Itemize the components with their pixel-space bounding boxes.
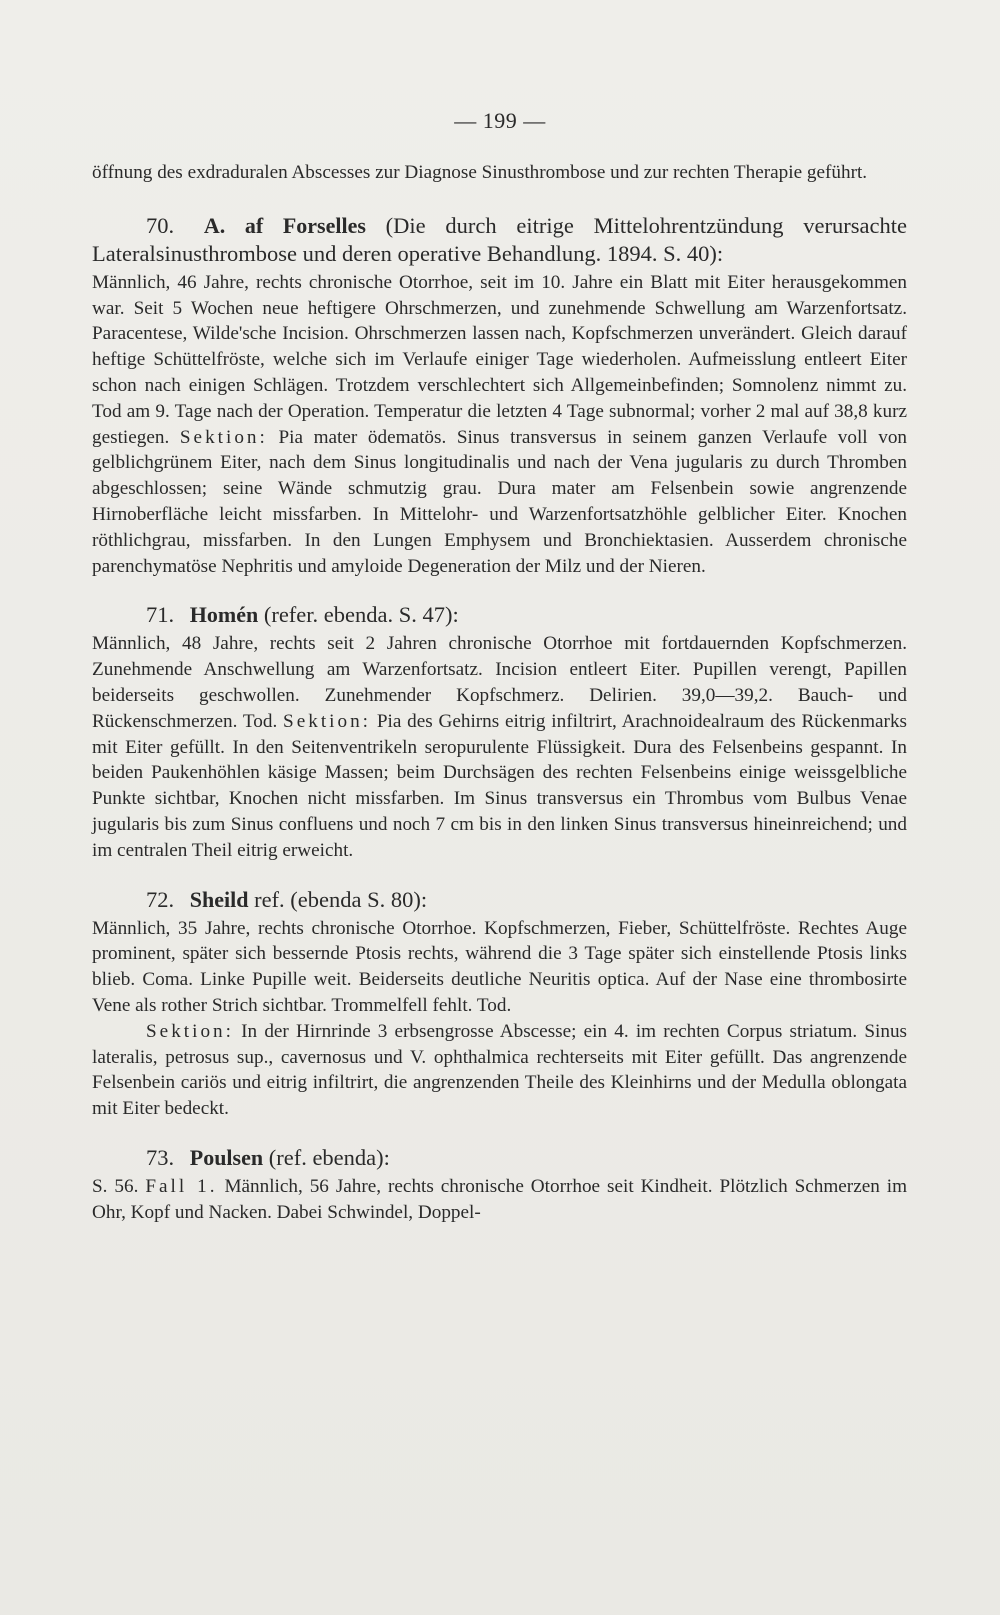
case-71-number: 71. xyxy=(146,602,175,628)
page-number: — 199 — xyxy=(454,108,546,133)
case-71-reference: (refer. ebenda. S. 47): xyxy=(263,602,459,628)
case-73-history: Männlich, 56 Jahre, rechts chronische Otorrhoe seit Kindheit. Plötzlich Schmerzen im Ohr, Kopf und Nacken. Dabei Schwindel, Doppel- xyxy=(92,1175,908,1223)
case-73-fall-label: Fall 1. xyxy=(145,1175,218,1197)
case-72-body: Männlich, 35 Jahre, rechts chronische Otorrhoe. Kopfschmerzen, Fieber, Schüttelfröste. Rechtes Auge prominent, später sich bessernde Ptosis rechts, während die 3 Tage später sich einstellende Ptosis links blieb. Coma. Linke Pupille weit. Beiderseits deutliche Neuritis optica. Auf der Nase eine thrombosirte Vene als rother Strich sichtbar. Trommelfell fehlt. Tod. xyxy=(92,917,907,1016)
case-71-findings: Pia des Gehirns eitrig infiltrirt, Arachnoidealraum des Rückenmarks mit Eiter gefüllt. In den Seitenventrikeln seropurulente Flüssigkeit. Dura des Felsenbeins gespannt. In beiden Paukenhöhlen käsige Massen; beim Durchsägen des rechten Felsenbeins einige weissgelbliche Punkte sichtbar, Knochen nicht missfarben. Im Sinus transversus ein Thrombus vom Bulbus Venae jugularis bis zum Sinus confluens und noch 7 cm bis in den linken Sinus transversus hineinreichend; und im centralen Theil eitrig erweicht. xyxy=(92,710,907,861)
case-71 xyxy=(92,601,907,863)
case-70-reference: (Die durch eitrige Mittelohrentzündung verursachte Lateralsinusthrombose und deren operative Behandlung. 1894. S. 40): xyxy=(92,212,907,266)
page-body xyxy=(92,160,907,1226)
case-70-findings: Pia mater ödematös. Sinus transversus in seinem ganzen Verlaufe voll von gelblichgrünem Eiter, nach dem Sinus longitudinalis und nach der Vena jugularis zu durch Thromben abgeschlossen; seine Wände schmutzig grau. Dura mater am Felsenbein sowie angrenzende Hirnoberfläche leicht missfarben. In Mittelohr- und Warzenfortsatzhöhle gelblicher Eiter. Knochen röthlichgrau, missfarben. In den Lungen Emphysem und Bronchiektasien. Ausserdem chronische parenchymatöse Nephritis und amyloide Degeneration der Milz und der Nieren. xyxy=(92,426,908,577)
case-72-author: Sheild xyxy=(189,886,249,912)
case-71-author: Homén xyxy=(189,602,259,628)
case-72-reference: ref. (ebenda S. 80): xyxy=(254,886,428,912)
case-73-heading xyxy=(92,1144,907,1172)
case-70-history: Männlich, 46 Jahre, rechts chronische Otorrhoe, seit im 10. Jahre ein Blatt mit Eiter herausgekommen war. Seit 5 Wochen neue heftigere Ohrschmerzen, und zunehmende Schwellung am Warzenfortsatz. Paracentese, Wilde'sche Incision. Ohrschmerzen lassen nach, Kopfschmerzen unverändert. Gleich darauf heftige Schüttelfröste, welche sich im Verlaufe einiger Tage wiederholen. Aufmeisslung entleert Eiter schon nach einigen Schlägen. Trotzdem verschlechtert sich Allgemeinbefinden; Somnolenz nimmt zu. Tod am 9. Tage nach der Operation. Temperatur die letzten 4 Tage subnormal; vorher 2 mal auf 38,8 kurz gestiegen. xyxy=(92,271,907,448)
case-70-heading xyxy=(92,212,907,268)
case-72 xyxy=(92,886,907,1122)
case-73-reference: (ref. ebenda): xyxy=(268,1144,390,1170)
case-73-page-prefix: S. 56. xyxy=(92,1175,139,1197)
case-70-author: A. af Forselles xyxy=(203,212,366,238)
case-71-body xyxy=(92,631,907,863)
case-72-sektion xyxy=(92,1019,907,1122)
case-72-heading xyxy=(92,886,907,914)
case-73-number: 73. xyxy=(146,1144,175,1170)
case-70-sektion-label: Sektion: xyxy=(179,426,268,448)
case-73-body xyxy=(92,1174,907,1226)
case-72-findings: In der Hirnrinde 3 erbsengrosse Abscesse; ein 4. im rechten Corpus striatum. Sinus lateralis, petrosus sup., cavernosus und V. ophthalmica rechterseits mit Eiter gefüllt. Das angrenzende Felsenbein cariös und eitrig infiltrirt, die angrenzenden Theile des Kleinhirns und der Medulla oblongata mit Eiter bedeckt. xyxy=(92,1020,908,1120)
case-73 xyxy=(92,1144,907,1226)
case-71-history: Männlich, 48 Jahre, rechts seit 2 Jahren chronische Otorrhoe mit fortdauernden Kopfschmerzen. Zunehmende Anschwellung am Warzenfortsatz. Incision entleert Eiter. Pupillen verengt, Papillen beiderseits geschwollen. Zunehmender Kopfschmerz. Delirien. 39,0—39,2. Bauch- und Rückenschmerzen. Tod. xyxy=(92,633,907,732)
case-73-author: Poulsen xyxy=(189,1144,264,1170)
case-70 xyxy=(92,212,907,580)
case-71-sektion-label: Sektion: xyxy=(283,710,372,732)
intro-paragraph: öffnung des exdraduralen Abscesses zur Diagnose Sinusthrombose und zur rechten Therapie geführt. xyxy=(92,162,868,183)
case-72-number: 72. xyxy=(146,886,175,912)
case-71-heading xyxy=(92,601,907,629)
case-70-body xyxy=(92,270,907,580)
case-70-number: 70. xyxy=(146,212,175,238)
case-72-sektion-label: Sektion: xyxy=(146,1020,234,1042)
